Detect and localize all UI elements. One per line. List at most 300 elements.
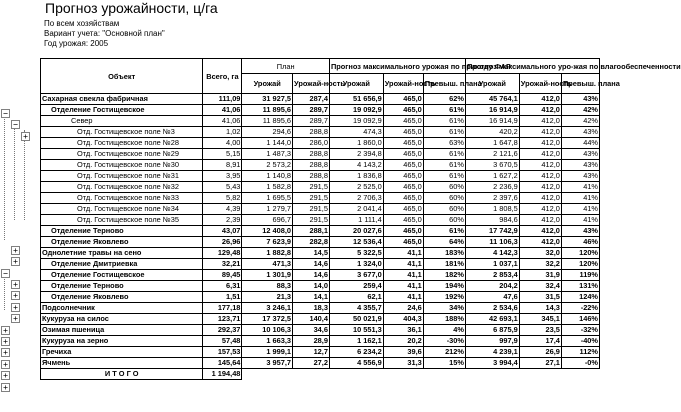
table-row [41,292,600,303]
row-value-cell: 412,0 [519,226,561,237]
row-value-cell: 15% [423,358,465,369]
row-object-name: Отделение Дмитриевка [41,259,203,270]
row-value-cell: 42% [561,116,599,127]
row-value-cell: 50 021,9 [329,314,383,325]
row-value-cell: 60% [423,204,465,215]
row-value-cell: 47,6 [465,292,519,303]
row-object-name: Отд. Гостищевское поле №33 [41,193,203,204]
header-far-yield: Урожай [329,74,383,94]
table-row [41,127,600,138]
row-value-cell: 129,48 [203,248,242,259]
row-object-name: Отделение Гостищевское [41,105,203,116]
table-row [41,160,600,171]
row-value-cell: 4 355,7 [329,303,383,314]
row-value-cell: 1 882,8 [242,248,293,259]
row-value-cell: -22% [561,303,599,314]
row-value-cell: 345,1 [519,314,561,325]
row-value-cell: 146% [561,314,599,325]
header-object: Объект [41,59,203,94]
subtitle-year: Год урожая: 2005 [44,39,109,48]
row-value-cell: 288,8 [293,127,330,138]
row-value-cell: 41,1 [383,270,423,281]
row-value-cell: 14,0 [293,281,330,292]
row-value-cell: 997,9 [465,336,519,347]
row-value-cell: 6 234,2 [329,347,383,358]
row-value-cell: 2 041,4 [329,204,383,215]
row-value-cell: 465,0 [383,204,423,215]
header-plan: План [242,59,330,74]
header-moist-yieldness: Урожай-ность [519,74,561,94]
row-value-cell: 6 875,9 [465,325,519,336]
row-value-cell: 1 162,1 [329,336,383,347]
row-value-cell: 1 301,9 [242,270,293,281]
row-value-cell: 1 279,7 [242,204,293,215]
row-value-cell: 1 582,8 [242,182,293,193]
collapse-toggle[interactable]: − [1,109,10,118]
row-object-name: Кукуруза на силос [41,314,203,325]
row-value-cell: 11 106,3 [465,237,519,248]
empty-cell [383,369,423,380]
table-row [41,204,600,215]
row-value-cell: 123,71 [203,314,242,325]
row-value-cell: 31,9 [519,270,561,281]
row-value-cell: 291,5 [293,204,330,215]
row-value-cell: 31,3 [383,358,423,369]
expand-toggle[interactable]: + [11,303,20,312]
row-object-name: Отд. Гостищевское поле №32 [41,182,203,193]
row-value-cell: 4 239,1 [465,347,519,358]
row-value-cell: 61% [423,160,465,171]
row-object-name: Отд. Гостищевское поле №3 [41,127,203,138]
row-value-cell: 465,0 [383,160,423,171]
row-value-cell: 286,0 [293,138,330,149]
row-value-cell: 61% [423,171,465,182]
row-value-cell: 11 895,6 [242,105,293,116]
row-value-cell: 10 106,3 [242,325,293,336]
table-row [41,270,600,281]
table-row [41,116,600,127]
header-moist-yield: Урожай [465,74,519,94]
row-value-cell: 1 627,2 [465,171,519,182]
row-object-name: Отд. Гостищевское поле №31 [41,171,203,182]
row-value-cell: 34% [423,303,465,314]
subtitle-farms: По всем хозяйствам [44,19,120,28]
row-value-cell: 3 670,5 [465,160,519,171]
row-value-cell: 34,6 [293,325,330,336]
row-value-cell: 4% [423,325,465,336]
row-value-cell: 2 397,6 [465,193,519,204]
header-plan-yieldness: Урожай-ность [293,74,330,94]
table-row [41,314,600,325]
collapse-toggle[interactable]: − [11,120,20,129]
row-value-cell: 192% [423,292,465,303]
expand-toggle[interactable]: + [1,326,10,335]
empty-cell [561,369,599,380]
row-value-cell: 20 027,6 [329,226,383,237]
outline-line [14,120,15,220]
row-value-cell: 131% [561,281,599,292]
row-value-cell: 412,0 [519,149,561,160]
row-value-cell: 4 143,2 [329,160,383,171]
row-value-cell: 2 534,6 [465,303,519,314]
row-value-cell: 1 663,3 [242,336,293,347]
expand-toggle[interactable]: + [11,291,20,300]
row-value-cell: 43% [561,226,599,237]
row-value-cell: 14,5 [293,248,330,259]
row-value-cell: 5,15 [203,149,242,160]
row-value-cell: 259,4 [329,281,383,292]
table-row [41,281,600,292]
row-value-cell: 32,0 [519,248,561,259]
row-value-cell: 412,0 [519,215,561,226]
row-value-cell: 32,4 [519,281,561,292]
row-value-cell: 465,0 [383,138,423,149]
row-value-cell: 31 927,5 [242,94,293,105]
row-value-cell: 43% [561,171,599,182]
expand-toggle[interactable]: + [1,337,10,346]
row-object-name: Отд. Гостищевское поле №35 [41,215,203,226]
row-value-cell: 36,1 [383,325,423,336]
row-value-cell: 17 372,5 [242,314,293,325]
row-value-cell: 471,3 [242,259,293,270]
header-far-exceed: Превыш. плана [423,74,465,94]
row-object-name: Отд. Гостищевское поле №30 [41,160,203,171]
row-value-cell: 212% [423,347,465,358]
empty-cell [423,369,465,380]
row-value-cell: 16 914,9 [465,105,519,116]
row-value-cell: 61% [423,226,465,237]
row-value-cell: 465,0 [383,94,423,105]
expand-toggle[interactable]: + [1,383,10,392]
row-value-cell: 41% [561,182,599,193]
row-value-cell: 41% [561,215,599,226]
table-row [41,336,600,347]
row-value-cell: 292,37 [203,325,242,336]
row-value-cell: 28,9 [293,336,330,347]
table-row [41,149,600,160]
row-value-cell: 19 092,9 [329,105,383,116]
row-value-cell: 2 525,0 [329,182,383,193]
row-value-cell: 465,0 [383,193,423,204]
table-row [41,105,600,116]
row-value-cell: 465,0 [383,127,423,138]
report-title: Прогноз урожайности, ц/га [45,0,218,16]
row-value-cell: 465,0 [383,215,423,226]
table-row [41,347,600,358]
row-object-name: Отделение Терново [41,226,203,237]
row-value-cell: 3 994,4 [465,358,519,369]
row-value-cell: 412,0 [519,105,561,116]
row-value-cell: 465,0 [383,182,423,193]
row-value-cell: 181% [423,259,465,270]
table-row [41,358,600,369]
row-value-cell: 1 324,0 [329,259,383,270]
row-value-cell: 465,0 [383,149,423,160]
row-value-cell: 61% [423,127,465,138]
expand-toggle[interactable]: + [11,280,20,289]
row-value-cell: 1 999,1 [242,347,293,358]
row-value-cell: 41,06 [203,116,242,127]
row-value-cell: 60% [423,215,465,226]
row-value-cell: 157,53 [203,347,242,358]
row-value-cell: 61% [423,105,465,116]
empty-cell [519,369,561,380]
row-value-cell: 42 693,1 [465,314,519,325]
row-value-cell: 43,07 [203,226,242,237]
row-value-cell: 111,09 [203,94,242,105]
row-value-cell: 1 487,3 [242,149,293,160]
row-value-cell: 31,5 [519,292,561,303]
row-object-name: Отделение Терново [41,281,203,292]
row-value-cell: 183% [423,248,465,259]
table-row [41,226,600,237]
row-value-cell: 188% [423,314,465,325]
row-object-name: Отд. Гостищевское поле №28 [41,138,203,149]
row-value-cell: 465,0 [383,116,423,127]
row-value-cell: 17 742,9 [465,226,519,237]
row-value-cell: 287,4 [293,94,330,105]
row-value-cell: 2 573,2 [242,160,293,171]
row-value-cell: 43% [561,149,599,160]
expand-toggle[interactable]: + [21,132,30,141]
empty-cell [242,369,293,380]
empty-cell [329,369,383,380]
row-object-name: Однолетние травы на сено [41,248,203,259]
row-value-cell: 412,0 [519,116,561,127]
row-value-cell: 60% [423,182,465,193]
row-value-cell: 412,0 [519,193,561,204]
row-value-cell: 288,8 [293,149,330,160]
row-value-cell: 45 764,1 [465,94,519,105]
row-value-cell: 288,1 [293,226,330,237]
row-value-cell: 3,95 [203,171,242,182]
row-value-cell: 112% [561,347,599,358]
row-object-name: Ячмень [41,358,203,369]
row-value-cell: -30% [423,336,465,347]
row-value-cell: 26,9 [519,347,561,358]
row-value-cell: 39,6 [383,347,423,358]
table-row [41,325,600,336]
row-object-name: Подсолнечник [41,303,203,314]
row-value-cell: 23,5 [519,325,561,336]
row-value-cell: 465,0 [383,105,423,116]
row-value-cell: 2 121,6 [465,149,519,160]
row-value-cell: 2 236,9 [465,182,519,193]
row-value-cell: 14,3 [519,303,561,314]
expand-toggle[interactable]: + [1,348,10,357]
row-value-cell: 2 706,3 [329,193,383,204]
row-value-cell: 41,1 [383,292,423,303]
row-value-cell: 119% [561,270,599,281]
row-value-cell: 294,6 [242,127,293,138]
row-value-cell: 51 656,9 [329,94,383,105]
row-object-name: Сахарная свекла фабричная [41,94,203,105]
row-value-cell: 64% [423,237,465,248]
row-value-cell: 44% [561,138,599,149]
header-total-area: Всего, га [203,59,242,94]
row-value-cell: 41,1 [383,259,423,270]
row-value-cell: 11 895,6 [242,116,293,127]
row-value-cell: 412,0 [519,127,561,138]
row-value-cell: 41,06 [203,105,242,116]
table-row [41,182,600,193]
row-value-cell: 1 860,0 [329,138,383,149]
row-value-cell: 18,3 [293,303,330,314]
row-value-cell: 61% [423,116,465,127]
row-value-cell: 412,0 [519,237,561,248]
row-value-cell: 288,8 [293,160,330,171]
row-value-cell: 145,64 [203,358,242,369]
row-value-cell: 42% [561,105,599,116]
row-value-cell: 3 677,0 [329,270,383,281]
row-value-cell: 19 092,9 [329,116,383,127]
row-value-cell: 291,5 [293,193,330,204]
row-value-cell: 5 322,5 [329,248,383,259]
row-value-cell: 12 408,0 [242,226,293,237]
row-value-cell: 26,96 [203,237,242,248]
row-object-name: Кукуруза на зерно [41,336,203,347]
row-value-cell: 412,0 [519,171,561,182]
row-object-name: Гречиха [41,347,203,358]
row-value-cell: 291,5 [293,215,330,226]
row-value-cell: 1 647,8 [465,138,519,149]
yield-forecast-table [40,58,681,380]
row-value-cell: 89,45 [203,270,242,281]
row-value-cell: 696,7 [242,215,293,226]
expand-toggle[interactable]: + [11,246,20,255]
row-value-cell: 43% [561,160,599,171]
row-value-cell: 60% [423,193,465,204]
row-value-cell: 3 957,7 [242,358,293,369]
row-value-cell: -40% [561,336,599,347]
row-value-cell: 88,3 [242,281,293,292]
table-row [41,193,600,204]
outline-line [4,110,5,240]
expand-toggle[interactable]: + [11,314,20,323]
row-value-cell: 57,48 [203,336,242,347]
row-value-cell: 465,0 [383,171,423,182]
row-value-cell: 14,1 [293,292,330,303]
row-value-cell: 4 556,9 [329,358,383,369]
row-value-cell: 282,8 [293,237,330,248]
row-value-cell: 2,39 [203,215,242,226]
row-value-cell: 14,6 [293,259,330,270]
row-value-cell: 412,0 [519,94,561,105]
row-value-cell: 62% [423,94,465,105]
row-value-cell: 474,3 [329,127,383,138]
table-row [41,237,600,248]
row-object-name: Отделение Яковлево [41,292,203,303]
row-value-cell: 2 394,8 [329,149,383,160]
total-label: И Т О Г О [41,369,203,380]
row-value-cell: 2 853,4 [465,270,519,281]
row-value-cell: 6,31 [203,281,242,292]
table-row [41,171,600,182]
row-value-cell: 288,8 [293,171,330,182]
row-value-cell: 32,2 [519,259,561,270]
row-value-cell: 1,51 [203,292,242,303]
row-value-cell: 289,7 [293,116,330,127]
row-value-cell: 1 140,8 [242,171,293,182]
row-value-cell: 41,1 [383,248,423,259]
row-value-cell: 17,4 [519,336,561,347]
row-object-name: Север [41,116,203,127]
row-value-cell: 7 623,9 [242,237,293,248]
row-value-cell: 41% [561,193,599,204]
table-row [41,94,600,105]
row-value-cell: 3 246,1 [242,303,293,314]
header-far-yieldness: Урожай-ность [383,74,423,94]
empty-cell [293,369,330,380]
table-row [41,138,600,149]
row-value-cell: 204,2 [465,281,519,292]
row-value-cell: 120% [561,259,599,270]
table-row [41,248,600,259]
row-value-cell: 24,6 [383,303,423,314]
row-object-name: Отделение Гостищевское [41,270,203,281]
row-value-cell: 4 142,3 [465,248,519,259]
row-value-cell: 32,21 [203,259,242,270]
row-value-cell: 412,0 [519,204,561,215]
expand-toggle[interactable]: + [1,360,10,369]
table-row [41,303,600,314]
row-object-name: Отделение Яковлево [41,237,203,248]
row-value-cell: 43% [561,94,599,105]
row-value-cell: 46% [561,237,599,248]
row-value-cell: 1 836,8 [329,171,383,182]
empty-cell [465,369,519,380]
row-value-cell: 5,82 [203,193,242,204]
row-value-cell: 5,43 [203,182,242,193]
row-object-name: Отд. Гостищевское поле №29 [41,149,203,160]
row-value-cell: 194% [423,281,465,292]
row-value-cell: 61% [423,149,465,160]
table-row [41,215,600,226]
row-object-name: Озимая пшеница [41,325,203,336]
row-value-cell: 465,0 [383,237,423,248]
header-moisture-forecast: Прогноз максимального уро-жая по влагообеспеченности [465,59,599,74]
row-value-cell: 1,02 [203,127,242,138]
row-value-cell: 412,0 [519,182,561,193]
outline-line [24,130,25,220]
row-value-cell: 1 037,1 [465,259,519,270]
row-value-cell: 20,2 [383,336,423,347]
row-value-cell: 120% [561,248,599,259]
row-value-cell: 140,4 [293,314,330,325]
row-value-cell: 420,2 [465,127,519,138]
row-value-cell: 27,1 [519,358,561,369]
row-value-cell: 1 695,5 [242,193,293,204]
header-plan-yield: Урожай [242,74,293,94]
row-value-cell: 43% [561,127,599,138]
expand-toggle[interactable]: + [11,257,20,266]
row-value-cell: 404,3 [383,314,423,325]
row-value-cell: 1 144,0 [242,138,293,149]
expand-toggle[interactable]: + [1,371,10,380]
row-value-cell: 16 914,9 [465,116,519,127]
row-value-cell: 1 808,5 [465,204,519,215]
row-value-cell: 984,6 [465,215,519,226]
collapse-toggle[interactable]: − [1,269,10,278]
row-value-cell: 63% [423,138,465,149]
row-object-name: Отд. Гостищевское поле №34 [41,204,203,215]
row-value-cell: 41,1 [383,281,423,292]
header-moist-exceed: Превыш. плана [561,74,599,94]
row-value-cell: 21,3 [242,292,293,303]
row-value-cell: 12,7 [293,347,330,358]
header-far-forecast: Прогноз максимального урожая по приходу ФАР [329,59,465,74]
row-value-cell: 412,0 [519,138,561,149]
